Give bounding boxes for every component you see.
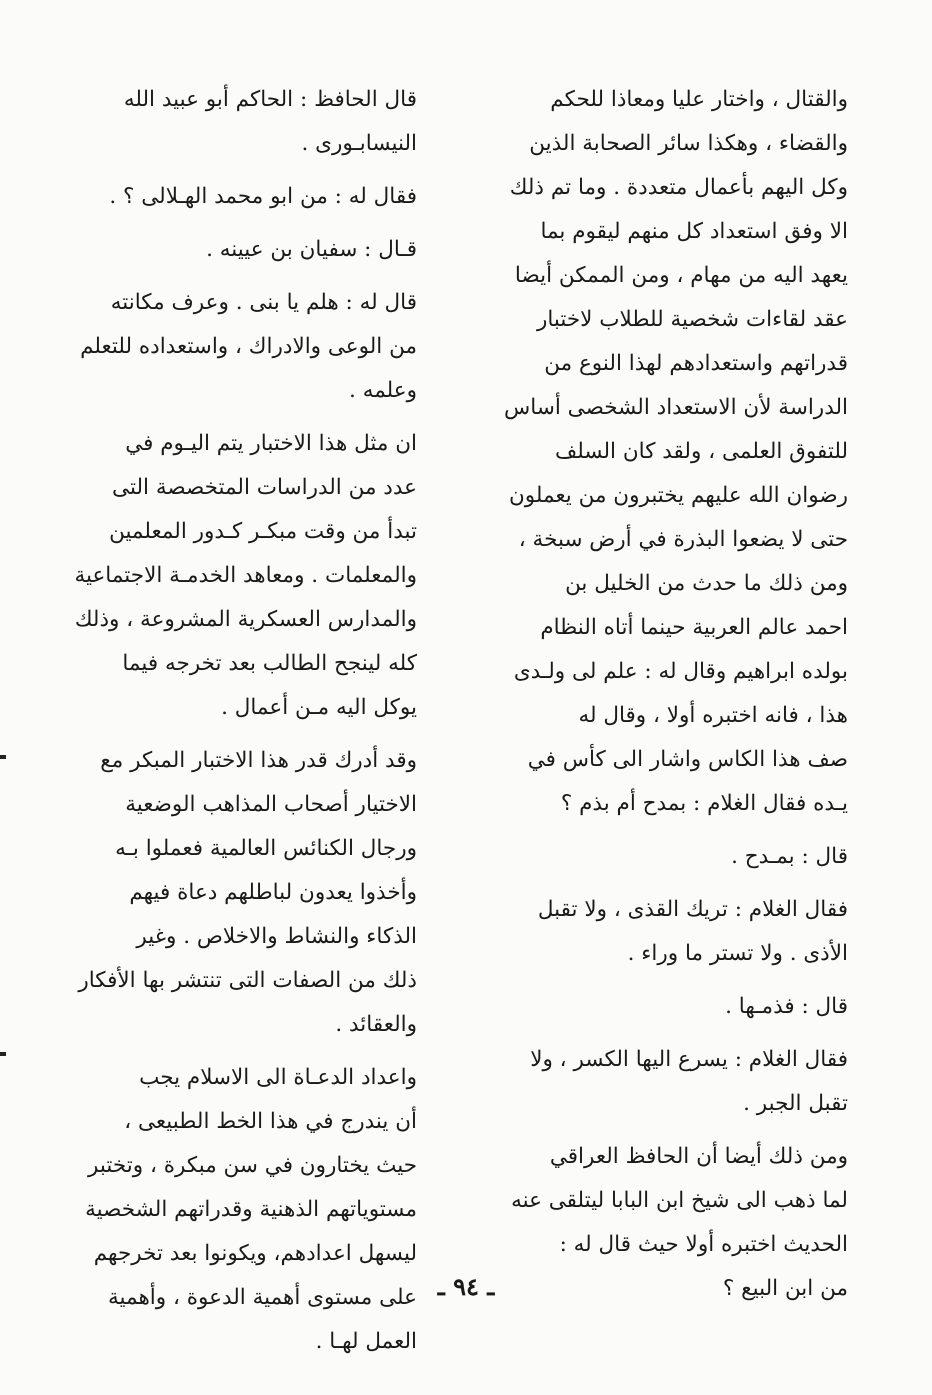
text-line: عقد لقاءات شخصية للطلاب لاختبار xyxy=(536,307,848,332)
text-line: مستوياتهم الذهنية وقدراتهم الشخصية xyxy=(85,1197,417,1222)
text-line: يعهد اليه من مهام ، ومن الممكن أيضا xyxy=(514,263,848,288)
text-line: فقال الغلام : تريك القذى ، ولا تقبل xyxy=(537,897,848,922)
text-line: ذلك من الصفات التى تنتشر بها الأفكار xyxy=(78,968,417,993)
text-line: لما ذهب الى شيخ ابن البابا ليتلقى عنه xyxy=(511,1188,848,1213)
text-line: قال له : هلم يا بنى . وعرف مكانته xyxy=(110,290,417,315)
text-line: يـده فقال الغلام : بمدح أم بذم ؟ xyxy=(560,791,848,816)
text-line: عدد من الدراسات المتخصصة التى xyxy=(112,475,417,500)
scan-edge-mark xyxy=(0,755,6,759)
text-line: من الوعى والادراك ، واستعداده للتعلم xyxy=(80,334,417,359)
text-line: قال : بمـدح . xyxy=(731,844,848,869)
text-line: والمعلمات . ومعاهد الخدمـة الاجتماعية xyxy=(74,563,417,588)
text-line: الا وفق استعداد كل منهم ليقوم بما xyxy=(540,219,848,244)
paragraph xyxy=(478,1038,848,1126)
text-line: صف هذا الكاس واشار الى كأس في xyxy=(527,747,848,772)
text-line: ومن ذلك ما حدث من الخليل بن xyxy=(565,571,848,596)
paragraph xyxy=(45,739,417,1047)
text-line: العمل لهـا . xyxy=(315,1329,417,1354)
paragraph xyxy=(478,888,848,976)
text-line: قال : فذمـها . xyxy=(725,994,848,1019)
page-number: ـ ٩٤ ـ xyxy=(437,1272,495,1301)
text-line: وأخذوا يعدون لباطلهم دعاة فيهم xyxy=(129,880,417,905)
text-line: بولده ابراهيم وقال له : علم لى ولـدى xyxy=(513,659,848,684)
paragraph xyxy=(45,422,417,730)
text-line: احمد عالم العربية حينما أتاه النظام xyxy=(540,615,848,640)
text-line: ليسهل اعدادهم، ويكونوا بعد تخرجهم xyxy=(93,1241,417,1266)
text-line: أن يندرج في هذا الخط الطبيعى ، xyxy=(124,1109,417,1134)
text-line: للتفوق العلمى ، ولقد كان السلف xyxy=(554,439,848,464)
paragraph xyxy=(478,985,848,1029)
text-line: فقال له : من ابو محمد الهـلالى ؟ . xyxy=(109,184,417,209)
text-line: تقبل الجبر . xyxy=(743,1091,848,1116)
text-line: فقال الغلام : يسرع اليها الكسر ، ولا xyxy=(530,1047,848,1072)
text-line: قدراتهم واستعدادهم لهذا النوع من xyxy=(544,351,848,376)
paragraph xyxy=(45,1056,417,1364)
scan-edge-mark xyxy=(0,1052,6,1056)
text-line: وكل اليهم بأعمال متعددة . وما تم ذلك xyxy=(509,175,848,200)
text-line: وقد أدرك قدر هذا الاختبار المبكر مع xyxy=(100,748,417,773)
text-line: والعقائد . xyxy=(335,1012,417,1037)
text-line: يوكل اليه مـن أعمال . xyxy=(221,695,417,720)
text-line: حيث يختارون في سن مبكرة ، وتختبر xyxy=(88,1153,417,1178)
text-line: وعلمه . xyxy=(349,378,417,403)
text-line: الحديث اختبره أولا حيث قال له : xyxy=(559,1232,848,1257)
paragraph xyxy=(45,228,417,272)
text-line: حتى لا يضعوا البذرة في أرض سبخة ، xyxy=(518,527,848,552)
paragraph xyxy=(45,175,417,219)
paragraph xyxy=(478,835,848,879)
paragraph xyxy=(45,281,417,413)
text-line: قال الحافظ : الحاكم أبو عبيد الله xyxy=(123,87,417,112)
text-line: ومن ذلك أيضا أن الحافظ العراقي xyxy=(549,1144,848,1169)
text-line: هذا ، فانه اختبره أولا ، وقال له xyxy=(578,703,848,728)
text-line: والقضاء ، وهكذا سائر الصحابة الذين xyxy=(529,131,848,156)
right-column xyxy=(478,78,848,1320)
text-line: الأذى . ولا تستر ما وراء . xyxy=(627,941,848,966)
text-line: الاختيار أصحاب المذاهب الوضعية xyxy=(125,792,417,817)
paragraph xyxy=(45,78,417,166)
paragraph xyxy=(478,78,848,826)
text-line: النيسابـورى . xyxy=(301,131,417,156)
text-line: الذكاء والنشاط والاخلاص . وغير xyxy=(136,924,417,949)
text-line: على مستوى أهمية الدعوة ، وأهمية xyxy=(108,1285,417,1310)
left-column xyxy=(45,78,417,1373)
text-line: والمدارس العسكرية المشروعة ، وذلك xyxy=(74,607,417,632)
text-line: تبدأ من وقت مبكـر كـدور المعلمين xyxy=(109,519,417,544)
text-line: واعداد الدعـاة الى الاسلام يجب xyxy=(139,1065,417,1090)
text-line: الدراسة لأن الاستعداد الشخصى أساس xyxy=(504,395,848,420)
text-line: كله لينجح الطالب بعد تخرجه فيما xyxy=(122,651,417,676)
text-line: ورجال الكنائس العالمية فعملوا بـه xyxy=(115,836,417,861)
text-line: ان مثل هذا الاختبار يتم اليـوم في xyxy=(125,431,417,456)
text-line: قـال : سفيان بن عيينه . xyxy=(206,237,417,262)
text-line: والقتال ، واختار عليا ومعاذا للحكم xyxy=(550,87,848,112)
text-line: رضوان الله عليهم يختبرون من يعملون xyxy=(508,483,848,508)
text-line: من ابن البيع ؟ xyxy=(722,1276,848,1301)
